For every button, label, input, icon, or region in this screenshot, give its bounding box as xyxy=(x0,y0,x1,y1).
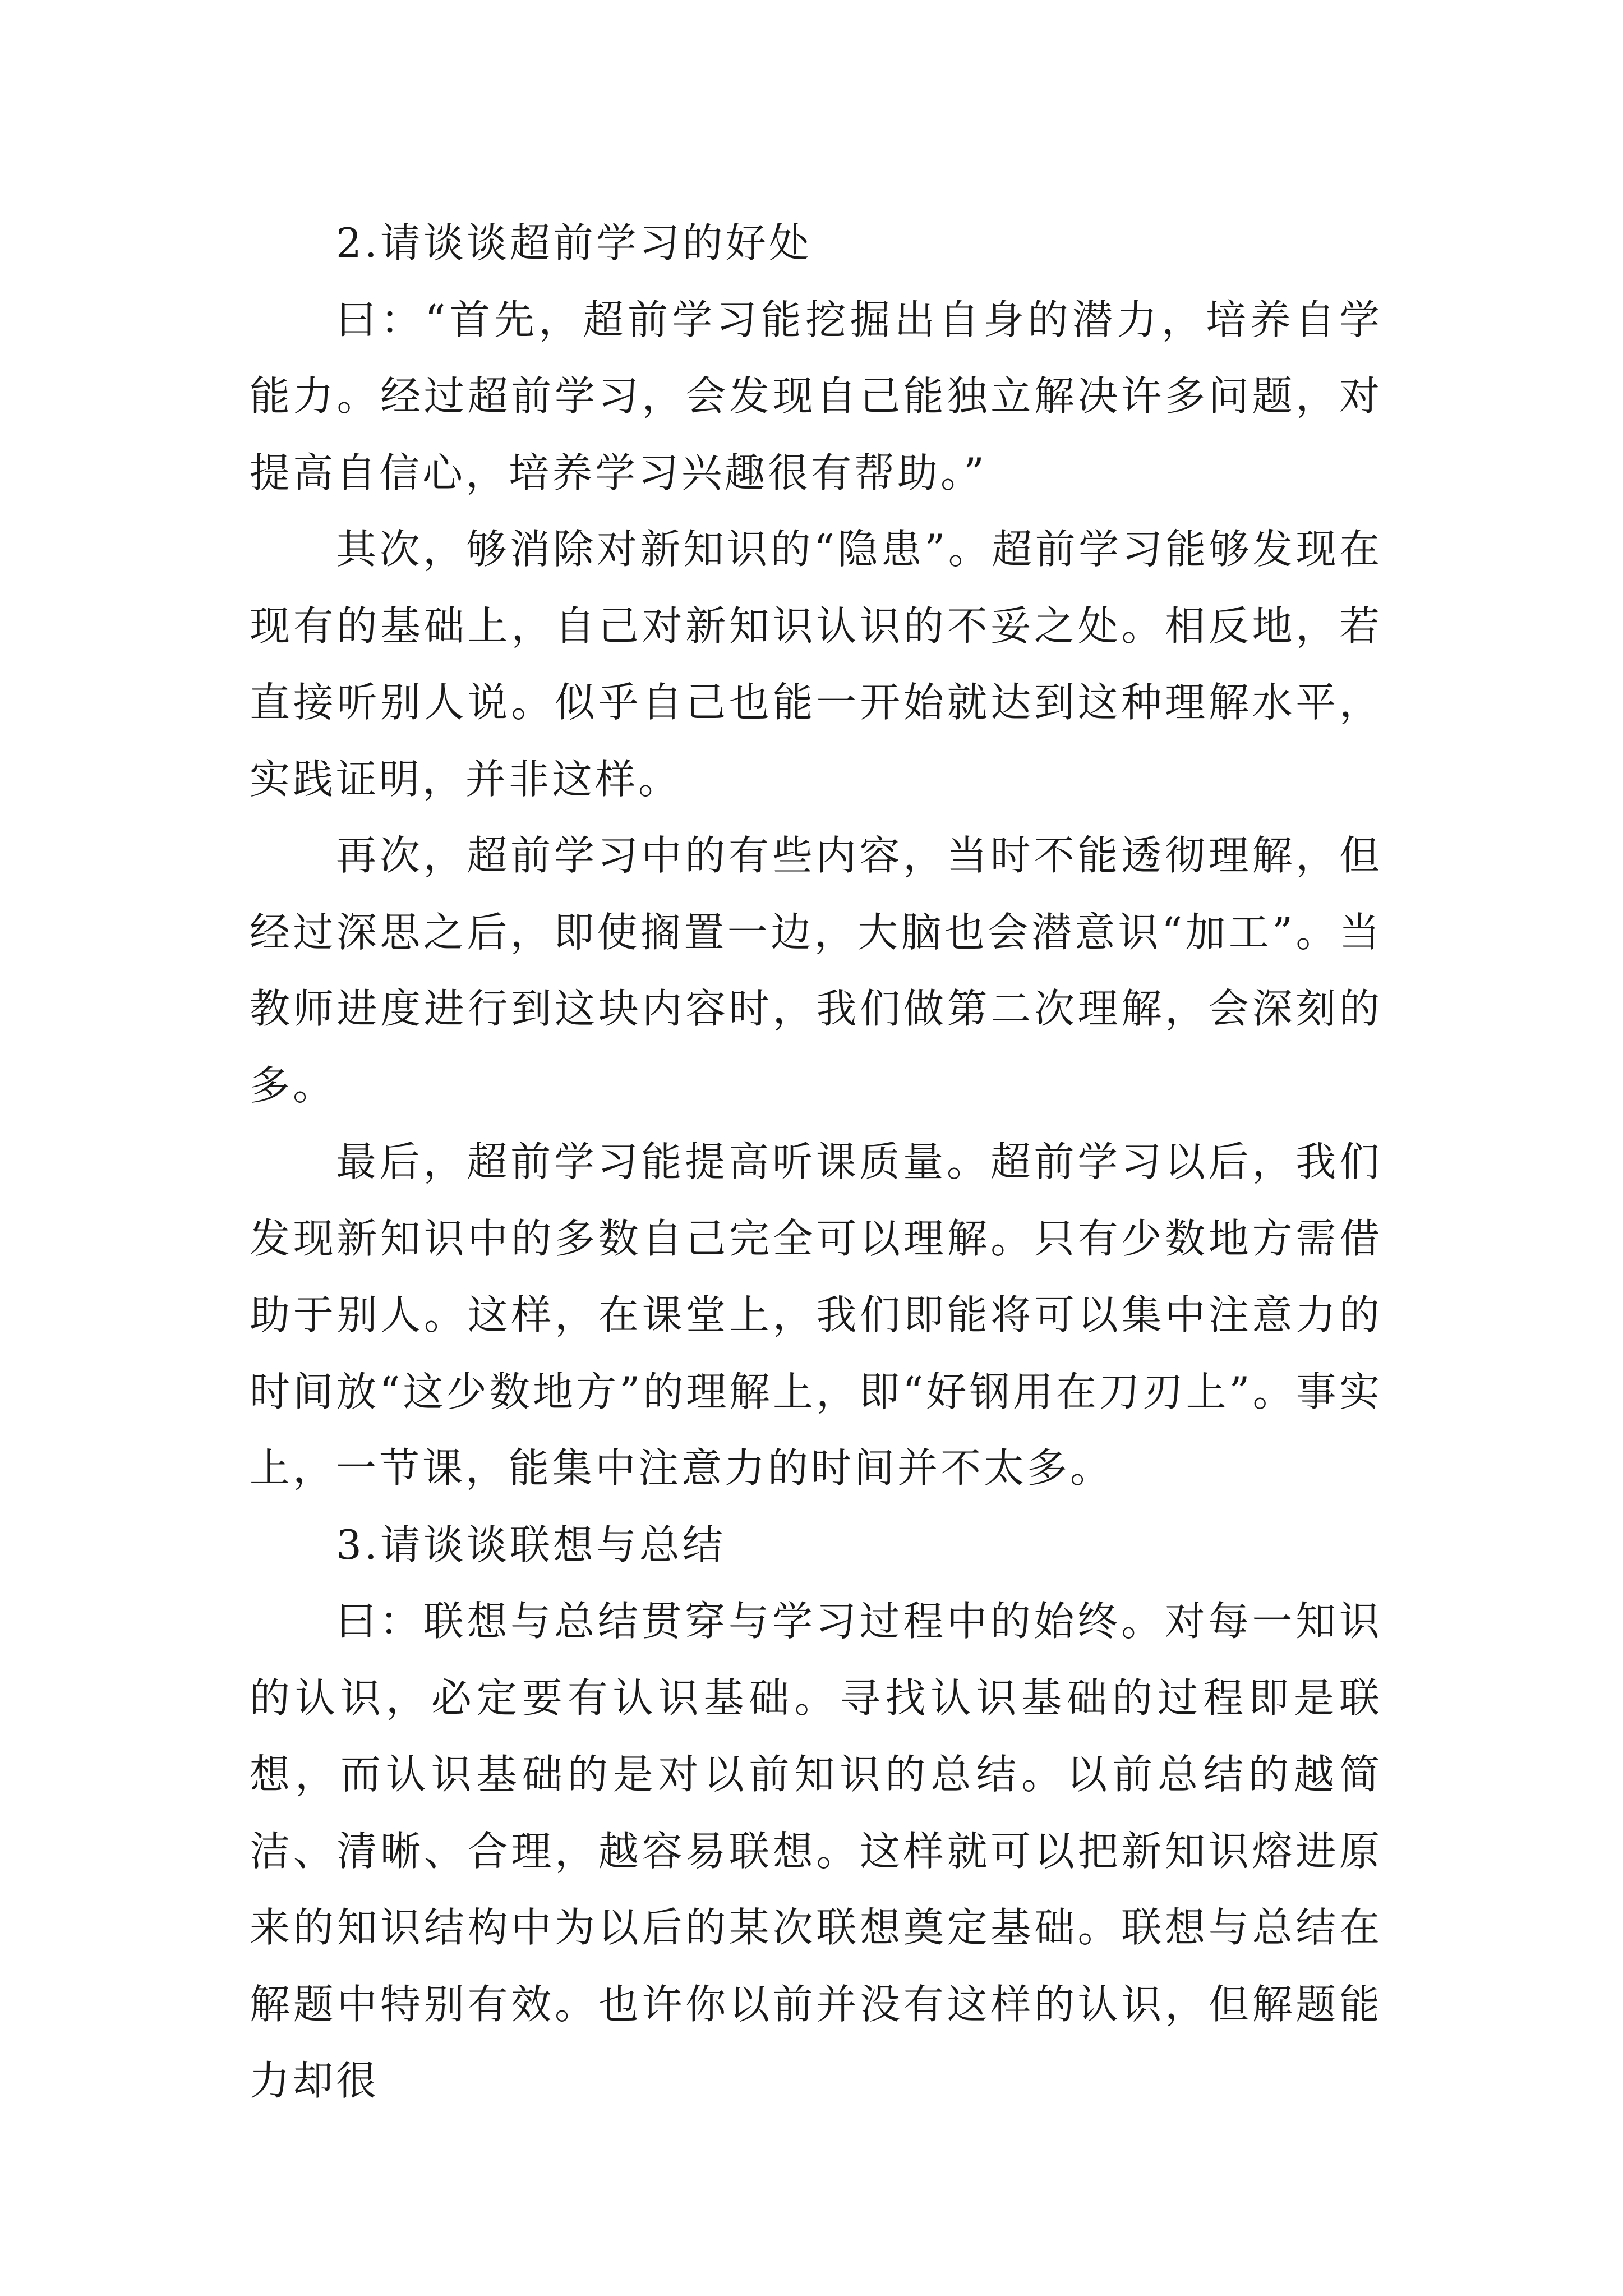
section-heading: 2.请谈谈超前学习的好处 xyxy=(336,219,812,266)
section-heading: 3.请谈谈联想与总结 xyxy=(336,1521,726,1568)
paragraph: 曰：联想与总结贯穿与学习过程中的始终。对每一知识的认识，必定要有认识基础。寻找认识基础的过程即是联想，而认识基础的是对以前知识的总结。以前总结的越简洁、清晰、合理，越容易联想。这样就可以把新知识熔进原来的知识结构中为以后的某次联想奠定基础。联想与总结在解题中特别有效。也许你以前并没有这样的认识，但解题能力却很 xyxy=(250,1598,1382,2104)
paragraph: 曰：“首先，超前学习能挖掘出自身的潜力，培养自学能力。经过超前学习，会发现自己能独立解决许多问题，对提高自信心，培养学习兴趣很有帮助。” xyxy=(250,296,1382,496)
paragraph: 再次，超前学习中的有些内容，当时不能透彻理解，但经过深思之后，即使搁置一边，大脑也会潜意识“加工”。当教师进度进行到这块内容时，我们做第二次理解，会深刻的多。 xyxy=(250,832,1382,1109)
paragraph: 最后，超前学习能提高听课质量。超前学习以后，我们发现新知识中的多数自己完全可以理解。只有少数地方需借助于别人。这样，在课堂上，我们即能将可以集中注意力的时间放“这少数地方”的理解上，即“好钢用在刀刃上”。事实上，一节课，能集中注意力的时间并不太多。 xyxy=(250,1138,1382,1492)
paragraph: 其次，够消除对新知识的“隐患”。超前学习能够发现在现有的基础上，自己对新知识认识的不妥之处。相反地，若直接听别人说。似乎自己也能一开始就达到这种理解水平，实践证明，并非这样。 xyxy=(250,526,1382,803)
document-body xyxy=(250,205,1382,2119)
